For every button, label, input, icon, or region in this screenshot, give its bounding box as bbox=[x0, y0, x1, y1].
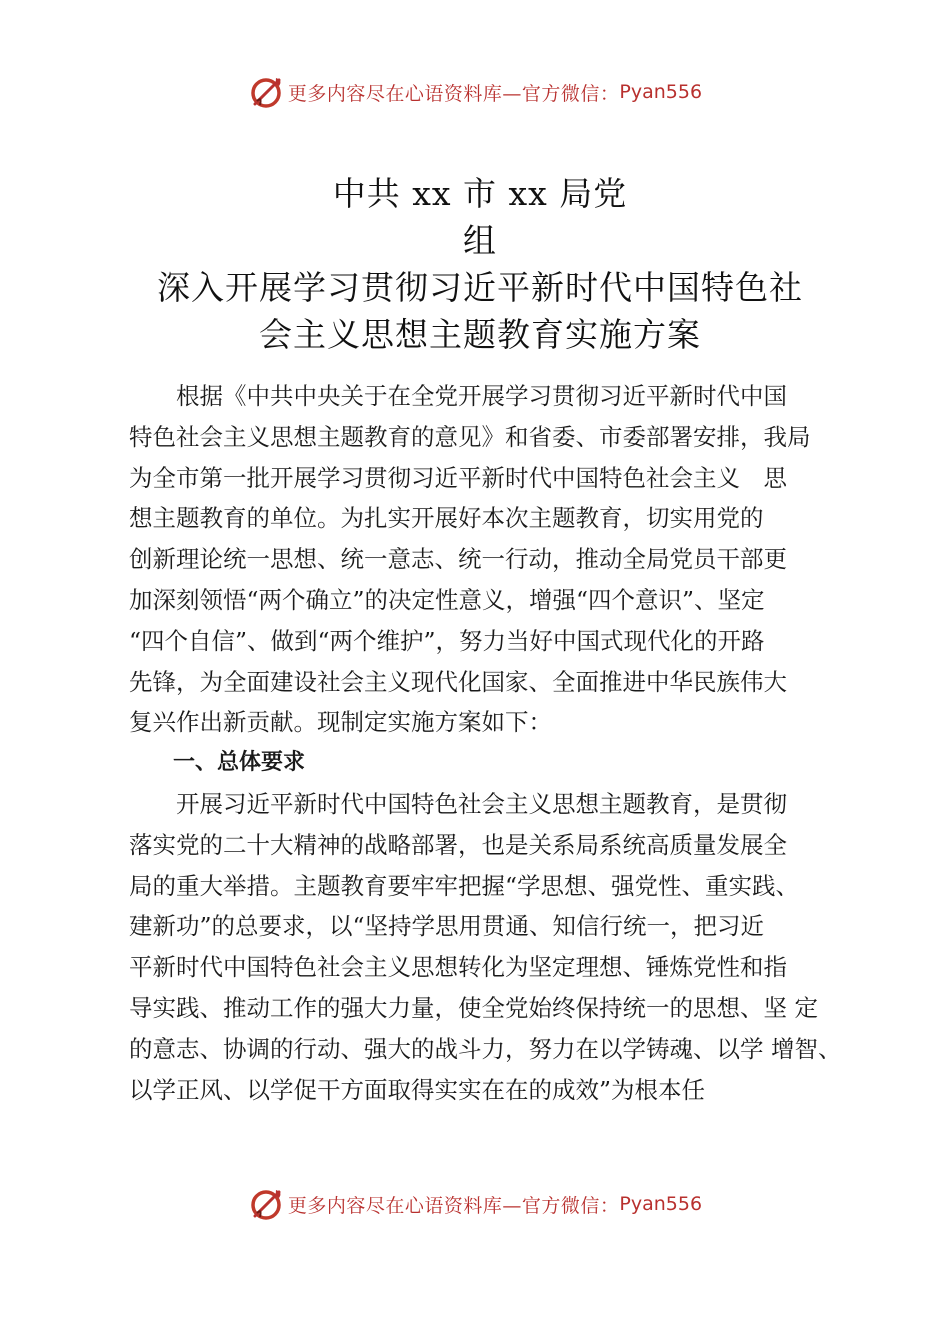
body-line: 为全市第一批开展学习贯彻习近平新时代中国特色社会主义 思 bbox=[129, 463, 787, 492]
body-line: 以学正风、以学促干方面取得实实在在的成效”为根本任 bbox=[129, 1075, 706, 1104]
footer-watermark bbox=[0, 1184, 950, 1224]
watermark-text: 更多内容尽在心语资料库—官方微信： bbox=[287, 82, 620, 105]
title-line: 深入开展学习贯彻习近平新时代中国特色社 bbox=[157, 268, 803, 307]
body-line: 复兴作出新贡献。现制定实施方案如下： bbox=[129, 708, 552, 737]
quill-seal-icon bbox=[248, 1186, 284, 1222]
quill-seal-icon bbox=[248, 74, 284, 110]
title-line: 会主义思想主题教育实施方案 bbox=[259, 315, 701, 354]
document-body bbox=[129, 376, 842, 1110]
body-line: 导实践、推动工作的强大力量，使全党始终保持统一的思想、坚 定 bbox=[129, 993, 818, 1022]
body-line: 创新理论统一思想、统一意志、统一行动，推动全局党员干部更 bbox=[129, 545, 787, 574]
title-line: 组 bbox=[463, 221, 497, 260]
title-line: 中共 xx 市 xx 局党 bbox=[332, 174, 628, 213]
body-line: 先锋，为全面建设社会主义现代化国家、全面推进中华民族伟大 bbox=[129, 667, 787, 696]
body-line: 加深刻领悟“两个确立”的决定性意义，增强“四个意识”、坚定 bbox=[129, 585, 765, 614]
watermark-wechat-id: Pyan556 bbox=[619, 81, 703, 103]
section-heading: 一、总体要求 bbox=[129, 750, 306, 776]
watermark-text: 更多内容尽在心语资料库—官方微信： bbox=[287, 1194, 620, 1217]
body-line: 落实党的二十大精神的战略部署，也是关系局系统高质量发展全 bbox=[129, 830, 787, 859]
body-line: 的意志、协调的行动、强大的战斗力，努力在以学铸魂、以学 增智、 bbox=[129, 1034, 842, 1063]
document-title bbox=[100, 170, 860, 358]
header-watermark bbox=[0, 72, 950, 112]
body-line: 开展习近平新时代中国特色社会主义思想主题教育，是贯彻 bbox=[129, 789, 787, 818]
watermark-wechat-id: Pyan556 bbox=[619, 1193, 703, 1215]
body-line: “四个自信”、做到“两个维护”，努力当好中国式现代化的开路 bbox=[129, 626, 765, 655]
body-line: 局的重大举措。主题教育要牢牢把握“学思想、强党性、重实践、 bbox=[129, 871, 800, 900]
body-line: 平新时代中国特色社会主义思想转化为坚定理想、锤炼党性和指 bbox=[129, 953, 787, 982]
body-line: 根据《中共中央关于在全党开展学习贯彻习近平新时代中国 bbox=[129, 382, 787, 410]
body-line: 特色社会主义思想主题教育的意见》和省委、市委部署安排，我局 bbox=[129, 422, 811, 451]
body-line: 想主题教育的单位。为扎实开展好本次主题教育，切实用党的 bbox=[129, 504, 764, 533]
body-line: 建新功”的总要求，以“坚持学思用贯通、知信行统一，把习近 bbox=[129, 912, 765, 941]
